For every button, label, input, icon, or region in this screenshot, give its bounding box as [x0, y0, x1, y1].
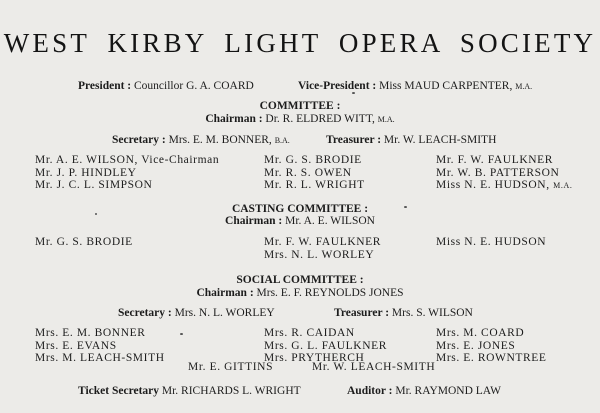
social-member: Mrs. R. CAIDAN [264, 327, 355, 339]
president-line [78, 79, 254, 93]
committee-member [436, 179, 572, 193]
print-speck [95, 213, 97, 215]
social-member: Mrs. M. LEACH-SMITH [35, 352, 165, 364]
committee-treasurer-name: Mr. W. LEACH-SMITH [383, 134, 497, 146]
committee-chairman-line [0, 112, 600, 127]
committee-member: Mr. F. W. FAULKNER [436, 154, 554, 166]
casting-column-3 [436, 236, 546, 249]
vice-president-line [298, 79, 532, 94]
social-member: Mrs. E. M. BONNER [35, 327, 146, 339]
social-treasurer-name: Mrs. S. WILSON [391, 307, 473, 319]
print-speck [180, 333, 183, 335]
social-member: Mrs. G. L. FAULKNER [264, 339, 387, 352]
committee-heading: COMMITTEE : [259, 100, 341, 112]
social-chairman-name: Mrs. E. F. REYNOLDS JONES [256, 287, 404, 299]
committee-member: Mr. R. S. OWEN [264, 166, 352, 179]
committee-member: Mr. J. C. L. SIMPSON [35, 179, 153, 191]
casting-member: Mr. F. W. FAULKNER [264, 236, 382, 248]
casting-heading: CASTING COMMITTEE : [231, 203, 369, 215]
social-secretary-label: Secretary : [118, 307, 172, 319]
casting-chairman-name: Mr. A. E. WILSON [285, 215, 375, 227]
committee-secretary-line [112, 133, 290, 148]
auditor-label: Auditor : [347, 385, 393, 397]
committee-column-2 [264, 154, 365, 192]
page-title: WEST KIRBY LIGHT OPERA SOCIETY [3, 28, 597, 58]
social-member: Mrs. M. COARD [436, 327, 525, 339]
social-column-2 [264, 327, 387, 365]
auditor-name: Mr. RAYMOND LAW [395, 385, 502, 397]
social-heading: SOCIAL COMMITTEE : [236, 274, 364, 286]
casting-member: Mrs. N. L. WORLEY [264, 248, 375, 261]
print-speck [404, 206, 407, 208]
casting-chairman-label: Chairman : [225, 215, 283, 227]
social-chairman-line [0, 286, 600, 300]
committee-member: Mr. A. E. WILSON, Vice-Chairman [35, 154, 220, 166]
social-extra-member-right [312, 361, 435, 374]
ticket-secretary-label: Ticket Secretary [78, 385, 160, 397]
social-secretary-name: Mrs. N. L. WORLEY [174, 307, 275, 319]
casting-chairman-line [0, 214, 600, 228]
committee-chairman-degree: M.A. [377, 115, 395, 124]
social-member: Mrs. E. EVANS [35, 339, 117, 352]
social-treasurer-line [334, 306, 473, 320]
casting-member: Miss N. E. HUDSON [436, 236, 547, 248]
social-member: Mr. E. GITTINS [188, 361, 274, 373]
committee-secretary-label: Secretary : [112, 134, 166, 146]
committee-member: Mr. W. B. PATTERSON [436, 166, 560, 179]
committee-treasurer-line [326, 133, 496, 147]
committee-member: Mr. J. P. HINDLEY [35, 166, 137, 179]
committee-member: Mr. R. L. WRIGHT [264, 179, 365, 191]
committee-column-1 [35, 154, 219, 192]
vice-president-label: Vice-President : [298, 80, 377, 92]
auditor-line [347, 384, 501, 398]
committee-secretary-degree: B.A. [274, 136, 290, 145]
social-treasurer-label: Treasurer : [334, 307, 390, 319]
social-column-1 [35, 327, 165, 365]
committee-chairman-label: Chairman : [205, 113, 263, 125]
president-name: Councillor G. A. COARD [134, 80, 254, 92]
social-member: Mrs. PRYTHERCH [264, 352, 365, 364]
committee-treasurer-label: Treasurer : [326, 134, 382, 146]
social-chairman-label: Chairman : [196, 287, 254, 299]
social-member: Mrs. E. JONES [436, 339, 516, 352]
president-label: President : [78, 80, 132, 92]
social-column-3 [436, 327, 547, 365]
vice-president-degree: M.A. [515, 82, 533, 91]
casting-column-2 [264, 236, 381, 261]
committee-member-name: Miss N. E. HUDSON, [436, 179, 550, 191]
print-speck [352, 92, 355, 94]
vice-president-name: Miss MAUD CARPENTER, [379, 80, 513, 92]
social-member: Mr. W. LEACH-SMITH [312, 361, 436, 373]
casting-member: Mr. G. S. BRODIE [35, 236, 133, 248]
social-member: Mrs. E. ROWNTREE [436, 352, 547, 364]
committee-chairman-name: Dr. R. ELDRED WITT, [265, 113, 375, 125]
committee-column-3 [436, 154, 572, 193]
committee-secretary-name: Mrs. E. M. BONNER, [168, 134, 272, 146]
ticket-secretary-line [78, 384, 301, 398]
committee-member-degree: M.A. [553, 181, 573, 190]
casting-column-1 [35, 236, 133, 249]
social-extra-member-left [188, 361, 273, 374]
social-secretary-line [118, 306, 275, 320]
committee-member: Mr. G. S. BRODIE [264, 154, 362, 166]
ticket-secretary-name: Mr. RICHARDS L. WRIGHT [161, 385, 301, 397]
